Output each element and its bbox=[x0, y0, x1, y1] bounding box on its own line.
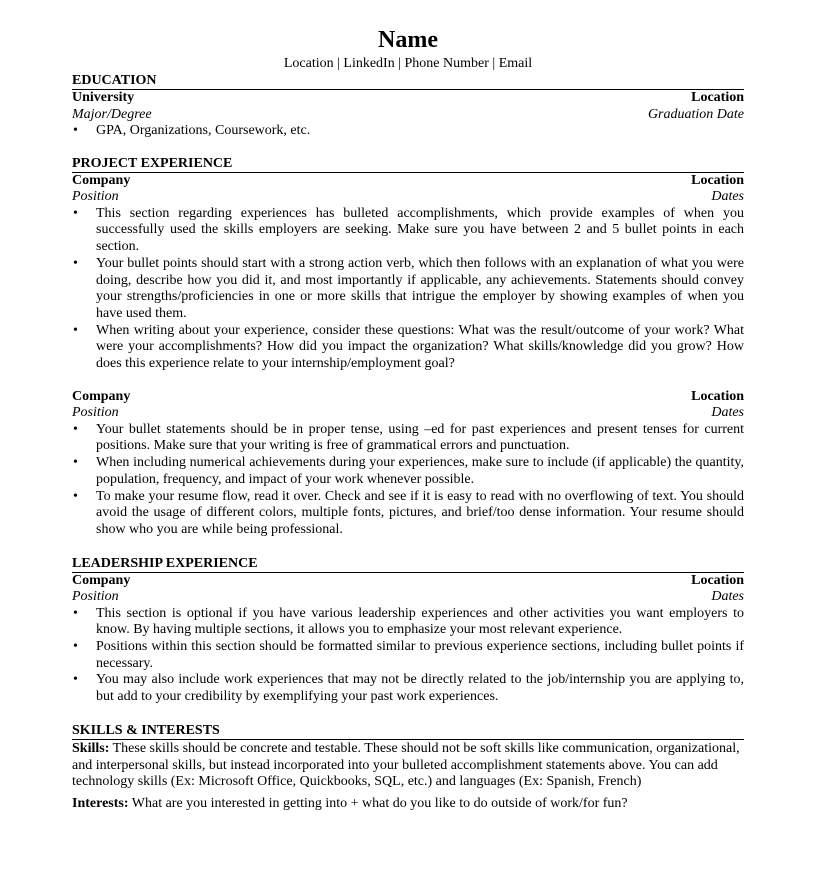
company-location: Location bbox=[691, 572, 744, 588]
education-degree-row bbox=[72, 107, 744, 124]
interests-label: Interests: bbox=[72, 795, 129, 811]
project-section bbox=[72, 156, 744, 539]
bullet-item: • When writing about your experience, consider these questions: What was the result/outcome of your work? What were your accomplishments? How did you impact the organization? What skills/knowledge did you grow? How does this experience relate to your internship/employment goal? bbox=[72, 323, 744, 373]
project-position-row bbox=[72, 405, 744, 422]
project-bullets-2 bbox=[72, 422, 744, 539]
contact-line: Location | LinkedIn | Phone Number | Email bbox=[283, 56, 533, 71]
position: Position bbox=[72, 405, 119, 421]
interests-paragraph bbox=[72, 796, 744, 813]
project-position-row bbox=[72, 189, 744, 206]
resume-content bbox=[72, 24, 744, 813]
project-bullets-1 bbox=[72, 206, 744, 373]
education-heading: EDUCATION bbox=[72, 73, 744, 90]
interests-text: What are you interested in getting into + what do you like to do outside of work/for fun? bbox=[128, 795, 628, 811]
dates: Dates bbox=[711, 589, 744, 605]
project-company-row bbox=[72, 389, 744, 406]
skills-text: These skills should be concrete and testable. These should not be soft skills like communication, organizational, and interpersonal skills, but instead incorporated into your bulleted accomplishment statements above. You can add technology skills (Ex: Microsoft Office, Quickbooks, SQL, etc.) and languages (Ex: Spanish, French) bbox=[72, 740, 740, 790]
skills-heading: SKILLS & INTERESTS bbox=[72, 723, 744, 740]
bullet-item: • You may also include work experiences that may not be directly related to the job/internship you are applying to, but add to your credibility by exemplifying your past work experiences. bbox=[72, 672, 744, 705]
school-name: University bbox=[72, 90, 135, 105]
leadership-section bbox=[72, 556, 744, 706]
company-location: Location bbox=[691, 172, 744, 188]
bullet-item: • Your bullet points should start with a strong action verb, which then follows with an explanation of what you were doing, describe how you did it, and most importantly if applicable, any achievements. Statements should convey your strengths/proficiencies in one or more skills that intrigue the employer by showing examples of when you have used them. bbox=[72, 256, 744, 323]
project-company-row bbox=[72, 173, 744, 190]
education-section bbox=[72, 73, 744, 140]
company-name: Company bbox=[72, 388, 131, 404]
bullet-item: • To make your resume flow, read it over. Check and see if it is easy to read with no overflowing of text. You should avoid the usage of different colors, multiple fonts, pictures, and brief/too dense information. Your resume should show who you are while being professional. bbox=[72, 489, 744, 539]
company-location: Location bbox=[691, 388, 744, 404]
bullet-item: • GPA, Organizations, Coursework, etc. bbox=[72, 123, 744, 140]
skills-label: Skills: bbox=[72, 740, 110, 756]
dates: Dates bbox=[711, 189, 744, 205]
school-location: Location bbox=[691, 90, 744, 105]
degree: Major/Degree bbox=[72, 106, 152, 122]
leadership-bullets bbox=[72, 606, 744, 706]
company-name: Company bbox=[72, 172, 131, 188]
graduation-date: Graduation Date bbox=[647, 106, 744, 122]
bullet-item: • When including numerical achievements during your experiences, make sure to include (if applicable) the quantity, population, frequency, and impact of your work whenever possible. bbox=[72, 455, 744, 488]
dates: Dates bbox=[711, 405, 744, 421]
bullet-item: • This section regarding experiences has bulleted accomplishments, which provide examples of when you successfully used the skills employers are seeking. Make sure you have between 2 and 5 bullet points in each section. bbox=[72, 206, 744, 256]
bullet-item: • This section is optional if you have various leadership experiences and other activities you want employers to know. By having multiple sections, it allows you to emphasize your most relevant experience. bbox=[72, 606, 744, 639]
skills-section bbox=[72, 723, 744, 813]
candidate-name: Name bbox=[378, 27, 438, 53]
project-heading: PROJECT EXPERIENCE bbox=[72, 156, 744, 173]
bullet-item: • Your bullet statements should be in proper tense, using –ed for past experiences and present tenses for current positions. Make sure that your writing is free of grammatical errors and punctuation. bbox=[72, 422, 744, 455]
position: Position bbox=[72, 589, 119, 605]
leadership-position-row bbox=[72, 589, 744, 606]
skills-paragraph bbox=[72, 741, 744, 791]
company-name: Company bbox=[72, 572, 131, 588]
education-school-row bbox=[72, 90, 744, 107]
position: Position bbox=[72, 189, 119, 205]
leadership-company-row bbox=[72, 573, 744, 590]
bullet-item: • Positions within this section should be formatted similar to previous experience sections, including bullet points if necessary. bbox=[72, 639, 744, 672]
leadership-heading: LEADERSHIP EXPERIENCE bbox=[72, 556, 744, 573]
education-bullets bbox=[72, 123, 744, 140]
